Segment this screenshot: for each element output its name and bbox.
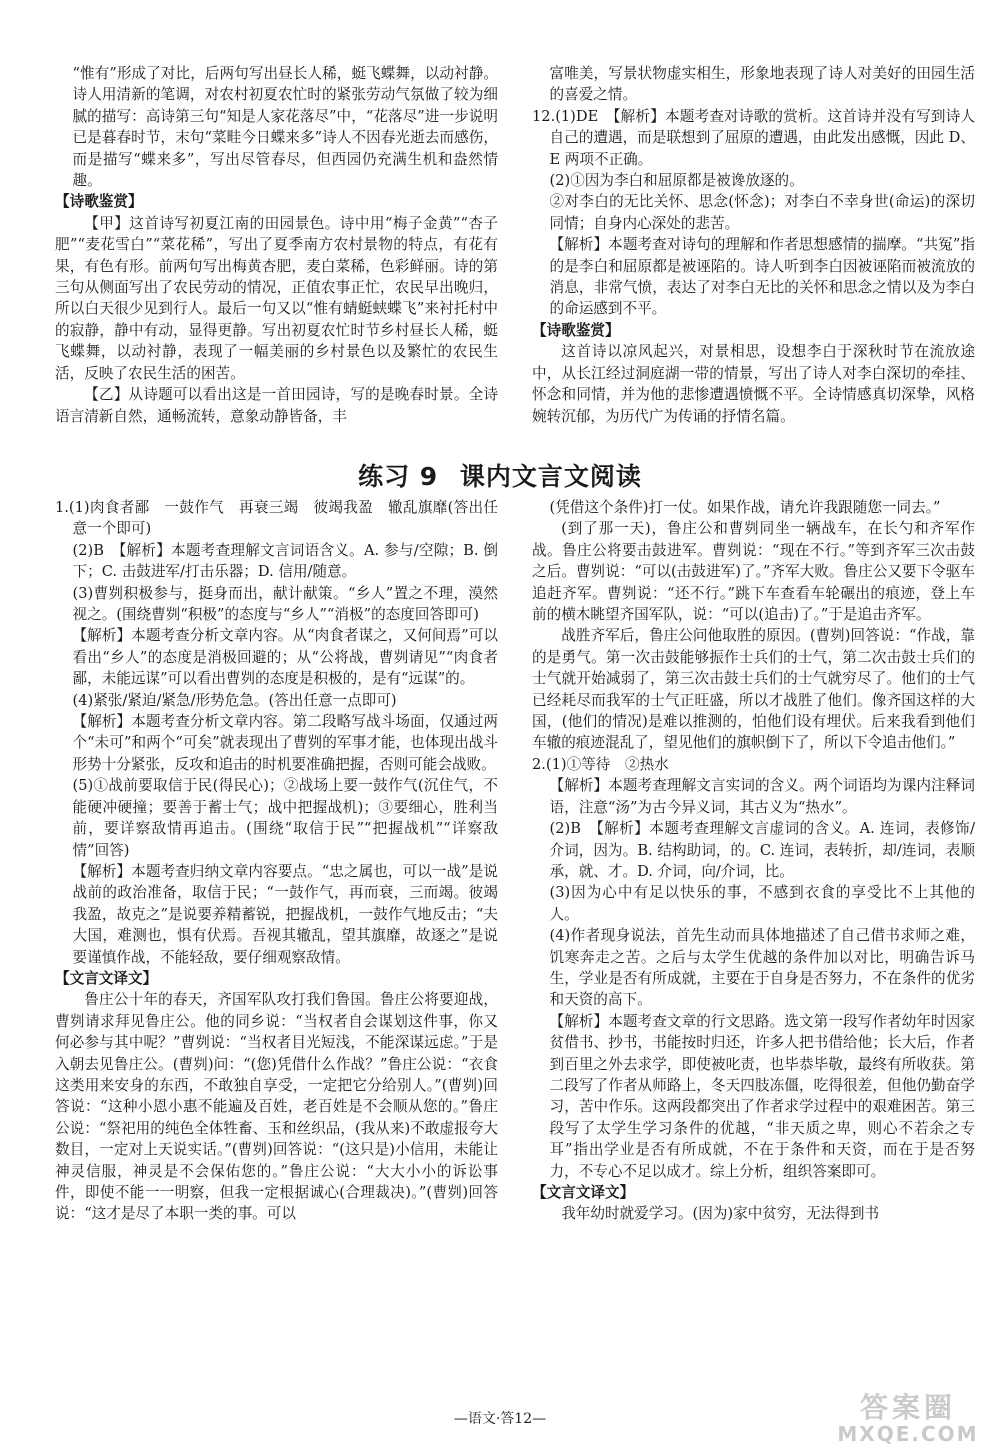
watermark-logo (828, 1386, 988, 1446)
question-1-part-3: (3)曹刿积极参与，挺身而出，献计献策。“乡人”置之不理，漠然视之。(围绕曹刿“积极”的态度与“乡人”“消极”的态度回答即可) (72, 584, 498, 624)
question-12-part-1: 12.(1)DE 【解析】本题考查对诗歌的赏析。这首诗并没有写到诗人自己的遭遇，而是联想到了屈原的遭遇，由此发出感慨，因此 D、E 两项不正确。 (532, 107, 975, 168)
poem-appreciation-paragraph: 这首诗以凉风起兴，对景相思，设想李白于深秋时节在流放途中，从长江经过洞庭湖一带的情景，写出了诗人对李白深切的牵挂、怀念和同情，并为他的悲惨遭遇愤慨不平。全诗情感真切深挚，风格婉转沉郁，为历代广为传诵的抒情名篇。 (532, 343, 975, 425)
translation-paragraph: 我年幼时就爱学习。(因为)家中贫穷，无法得到书 (561, 1205, 880, 1223)
poem-appreciation-jia: 【甲】这首诗写初夏江南的田园景色。诗中用“梅子金黄”“杏子肥”“麦花雪白”“菜花稀”，写出了夏季南方农村景物的特点，有花有果，有色有形。前两句写出梅黄杏肥，麦白菜稀，色彩鲜丽。诗的第三句从侧面写出了农民劳动的情况，正值农事正忙，农民早出晚归，所以白天很少见到行人。最后一句又以“惟有蜻蜓蛱蝶飞”来衬托村中的寂静，静中有动，显得更静。写出初夏农忙时节乡村昼长人稀，蜓飞蝶舞，以动衬静，表现了一幅美丽的乡村景色以及繁忙的农民生活，反映了农民生活的困苦。 (55, 214, 498, 382)
translation-heading: 【文言文译文】 (55, 969, 158, 987)
question-1-part-4-analysis: 【解析】本题考查分析文章内容。第二段略写战斗场面，仅通过两个“未可”和两个“可矣”就表现出了曹刿的军事才能，也体现出战斗形势十分紧张，反攻和追击的时机要准确把握，否则可能会战败。 (72, 713, 498, 773)
question-2-part-1: 2.(1)①等待 ②热水 (532, 755, 669, 773)
translation-paragraph: 鲁庄公十年的春天，齐国军队攻打我们鲁国。鲁庄公将要迎战，曹刿请求拜见鲁庄公。他的同乡说：“当权者自会谋划这件事，你又何必参与其中呢？”曹刿说：“当权者目光短浅，不能深谋远虑。”于是入朝去见鲁庄公。(曹刿)问：“(您)凭借什么作战？”鲁庄公说：“衣食这类用来安身的东西，不敢独自享受，一定把它分给别人。”(曹刿)回答说：“这种小恩小惠不能遍及百姓，老百姓是不会顺从您的。”鲁庄公说：“祭祀用的纯色全体牲畜、玉和丝织品，(我从来)不敢虚报夸大数目，一定对上天说实话。”(曹刿)回答说：“(这只是)小信用，未能让神灵信服，神灵是不会保佑您的。”鲁庄公说：“大大小小的诉讼事件，即使不能一一明察，但我一定根据诚心(合理裁决)。”(曹刿)回答说：“这才是尽了本职一类的事。可以 (55, 991, 498, 1223)
poetry-appreciation-heading: 【诗歌鉴赏】 (532, 321, 620, 339)
poetry-appreciation-heading: 【诗歌鉴赏】 (55, 193, 143, 211)
question-1-part-2: (2)B 【解析】本题考查理解文言词语含义。A. 参与/空隙；B. 倒下；C. 击鼓进军/打击乐器；D. 信用/随意。 (72, 541, 498, 581)
question-2-part-3: (3)因为心中有足以快乐的事，不感到衣食的享受比不上其他的人。 (549, 884, 975, 923)
question-12-analysis: 【解析】本题考查对诗句的理解和作者思想感情的揣摩。“共冤”指的是李白和屈原都是被诬陷的。诗人听到李白因被诬陷而被流放的消息，非常气愤，表达了对李白无比的关怀和思念之情以及为李白的命运感到不平。 (549, 236, 975, 318)
answer-column-top-left (55, 63, 498, 427)
question-2-part-4-analysis: 【解析】本题考查文章的行文思路。选文第一段写作者幼年时因家贫借书、抄书，书能按时归还，许多人把书借给他；长大后，作者到百里之外去求学，即使被叱责，也毕恭毕敬，最终有所收获。第二段写了作者从师路上，冬天四肢冻僵，吃得很差，但他仍勤奋学习，苦中作乐。这两段都突出了作者求学过程中的艰难困苦。第三段写了太学生学习条件的优越，“非天质之卑，则心不若余之专耳”指出学业是否有所成就，不在于条件和天资，而在于是否努力，不专心不足以成才。综上分析，组织答案即可。 (549, 1012, 975, 1180)
watermark-title: 答案圈 (859, 1391, 956, 1424)
translation-heading: 【文言文译文】 (532, 1184, 635, 1201)
section-title (0, 457, 1000, 493)
question-2-part-1-analysis: 【解析】本题考查理解文言实词的含义。两个词语均为课内注释词语，注意“汤”为古今异义词，其古义为“热水”。 (549, 777, 975, 816)
question-2-part-2: (2)B 【解析】本题考查理解文言虚词的含义。A. 连词，表修饰/介词，因为。B. 结构助词，的。C. 连词，表转折，却/连词，表顺承，就、才。D. 介词，向/介词，比。 (549, 820, 975, 880)
question-2-part-4: (4)作者现身说法，首先生动而具体地描述了自己借书求师之难，饥寒奔走之苦。之后与太学生优越的条件加以对比，明确告诉马生，学业是否有所成就，主要在于自身是否努力，不在条件的优劣和天资的高下。 (549, 927, 975, 1009)
question-1-part-1: 1.(1)肉食者鄙 一鼓作气 再衰三竭 彼竭我盈 辙乱旗靡(答出任意一个即可) (55, 499, 498, 538)
watermark-url: MXQE.COM (837, 1422, 979, 1446)
question-1-part-3-analysis: 【解析】本题考查分析文章内容。从“肉食者谋之，又何间焉”可以看出“乡人”的态度是消极回避的；从“公将战，曹刿请见”“肉食者鄙，未能远谋”可以看出曹刿的态度是积极的，是有“远谋”的。 (72, 627, 498, 688)
question-1-part-4: (4)紧张/紧迫/紧急/形势危急。(答出任意一点即可) (72, 691, 397, 709)
paragraph-continued: 富唯美，写景状物虚实相生，形象地表现了诗人对美好的田园生活的喜爱之情。 (549, 65, 975, 104)
question-1-part-5: (5)①战前要取信于民(得民心)；②战场上要一鼓作气(沉住气，不能硬冲硬撞；要善于蓄士气；战中把握战机)；③要细心，胜利当前，要详察敌情再追击。(围绕“取信于民”“把握战机”“详察敌情”回答) (72, 777, 498, 859)
translation-continued: (凭借这个条件)打一仗。如果作战，请允许我跟随您一同去。” (549, 499, 941, 516)
question-12-part-2b: ②对李白的无比关怀、思念(怀念)；对李白不幸身世(命运)的深切同情；自身内心深处的悲苦。 (549, 193, 975, 232)
poem-appreciation-yi: 【乙】从诗题可以看出这是一首田园诗，写的是晚春时景。全诗语言清新自然，通畅流转，意象动静皆备，丰 (55, 386, 498, 425)
section-heading: 课内文言文阅读 (459, 462, 642, 491)
translation-paragraph: (到了那一天)，鲁庄公和曹刿同坐一辆战车，在长勺和齐军作战。鲁庄公将要击鼓进军。曹刿说：“现在不行。”等到齐军三次击鼓之后。曹刿说：“可以(击鼓进军)了。”齐军大败。鲁庄公又要下令驱车追赶齐军。曹刿说：“还不行。”跳下车查看车轮碾出的痕迹，登上车前的横木眺望齐国军队，说：“可以(追击)了。”于是追击齐军。 (532, 520, 975, 624)
page-footer: —语文·答12— (453, 1411, 547, 1427)
answer-column-bottom-left (55, 497, 498, 1225)
translation-paragraph: 战胜齐军后，鲁庄公问他取胜的原因。(曹刿)回答说：“作战，靠的是勇气。第一次击鼓能够振作士兵们的士气，第二次击鼓士兵们的士气就开始减弱了，第三次击鼓士兵们的士气就穷尽了。他们的士气已经耗尽而我军的士气正旺盛，所以才战胜了他们。像齐国这样的大国，(他们的情况)是难以推测的，怕他们设有埋伏。后来我看到他们车辙的痕迹混乱了，望见他们的旗帜倒下了，所以下令追击他们。” (532, 627, 975, 752)
section-number: 练习 9 (358, 462, 439, 491)
answer-column-bottom-right (532, 497, 975, 1225)
question-12-part-2a: (2)①因为李白和屈原都是被谗放逐的。 (549, 172, 804, 190)
question-1-part-5-analysis: 【解析】本题考查归纳文章内容要点。“忠之属也，可以一战”是说战前的政治准备，取信于民；“一鼓作气，再而衰，三而竭。彼竭我盈，故克之”是说要养精蓄锐，把握战机，一鼓作气地反击；“夫大国，难测也，惧有伏焉。吾视其辙乱，望其旗靡，故逐之”是说要谨慎作战，不能轻敌，要仔细观察敌情。 (72, 862, 498, 966)
poem-analysis-paragraph: “惟有”形成了对比，后两句写出昼长人稀，蜓飞蝶舞，以动衬静。诗人用清新的笔调，对农村初夏农忙时的紧张劳动气氛做了较为细腻的描写：高诗第三句“知是人家花落尽”中，“花落尽”进一步说明已是暮春时节，末句“菜畦今日蝶来多”诗人不因春光逝去而感伤，而是描写“蝶来多”，写出尽管春尽，但西园仍充满生机和盎然情趣。 (72, 65, 498, 190)
answer-column-top-right (532, 63, 975, 427)
